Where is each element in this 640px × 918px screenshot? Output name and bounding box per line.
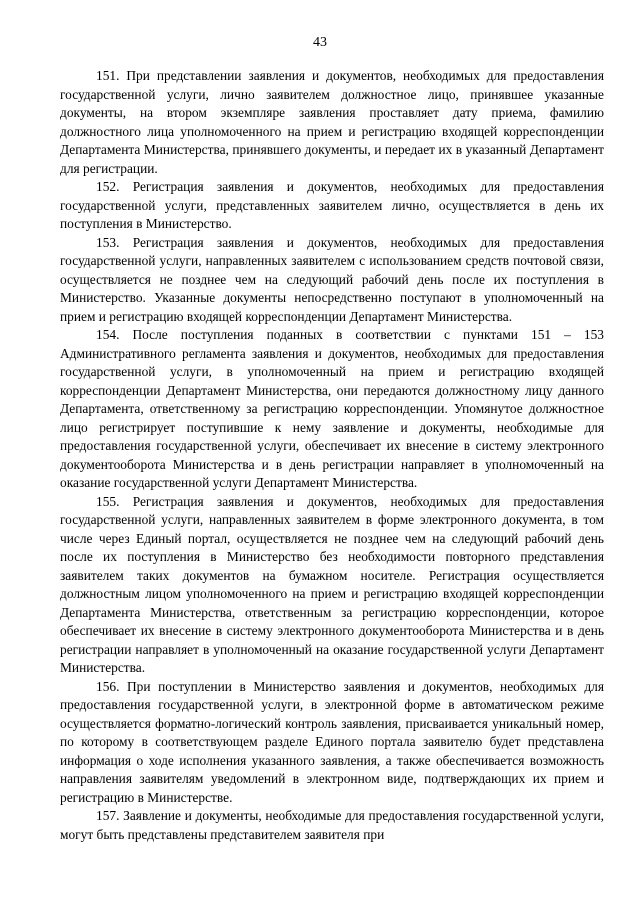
paragraph-154: 154. После поступления поданных в соответствии с пунктами 151 – 153 Административного регламента заявления и документов, необходимых для предоставления государственной услуги, в уполномоченный на прием и регистрацию входящей корреспонденции Департамент Министерства, они передаются должностному лицу данного Департамента, ответственному за регистрацию корреспонденции. Упомянутое должностное лицо регистрирует поступившие к нему заявление и документы, необходимые для предоставления государственной услуги, обеспечивает их внесение в систему электронного документооборота Министерства и в день регистрации направляет в уполномоченный на оказание государственной услуги Департамент Министерства. [60, 327, 604, 490]
paragraph-152: 152. Регистрация заявления и документов, необходимых для предоставления государственной услуги, представленных заявителем лично, осуществляется в день их поступления в Министерство. [60, 179, 604, 231]
document-body [60, 67, 604, 844]
paragraph-157: 157. Заявление и документы, необходимые для предоставления государственной услуги, могут быть представлены представителем заявителя при [60, 808, 604, 842]
paragraph-153: 153. Регистрация заявления и документов, необходимых для предоставления государственной услуги, направленных заявителем с использованием средств почтовой связи, осуществляется не позднее чем на следующий рабочий день после их поступления в Министерство. Указанные документы непосредственно поступают в уполномоченный на прием и регистрацию входящей корреспонденции Департамент Министерства. [60, 234, 604, 324]
paragraph-156: 156. При поступлении в Министерство заявления и документов, необходимых для предоставления государственной услуги, в электронной форме в автоматическом режиме осуществляется форматно-логический контроль заявления, присваивается уникальный номер, по которому в соответствующем разделе Единого портала заявителю будет представлена информация о ходе исполнения указанного заявления, а также обеспечивается возможность направления заявителям уведомлений в электронном виде, подтверждающих их прием и регистрацию в Министерстве. [60, 678, 604, 805]
page-number: 43 [313, 35, 327, 50]
paragraph-155: 155. Регистрация заявления и документов, необходимых для предоставления государственной услуги, направленных заявителем в форме электронного документа, в том числе через Единый портал, осуществляется не позднее чем на следующий рабочий день после их поступления в Министерство без необходимости повторного представления заявителем таких документов на бумажном носителе. Регистрация осуществляется должностным лицом уполномоченного на прием и регистрацию входящей корреспонденции Департамента Министерства, ответственным за регистрацию корреспонденции, которое обеспечивает их внесение в систему электронного документооборота Министерства и в день регистрации направляет в уполномоченный на оказание государственной услуги Департамент Министерства. [60, 493, 604, 675]
paragraph-151: 151. При представлении заявления и документов, необходимых для предоставления государственной услуги, лично заявителем должностное лицо, принявшее указанные документы, на втором экземпляре заявления проставляет дату приема, фамилию должностного лица уполномоченного на прием и регистрацию входящей корреспонденции Департамента Министерства, принявшего документы, и передает их в указанный Департамент для регистрации. [60, 68, 604, 176]
